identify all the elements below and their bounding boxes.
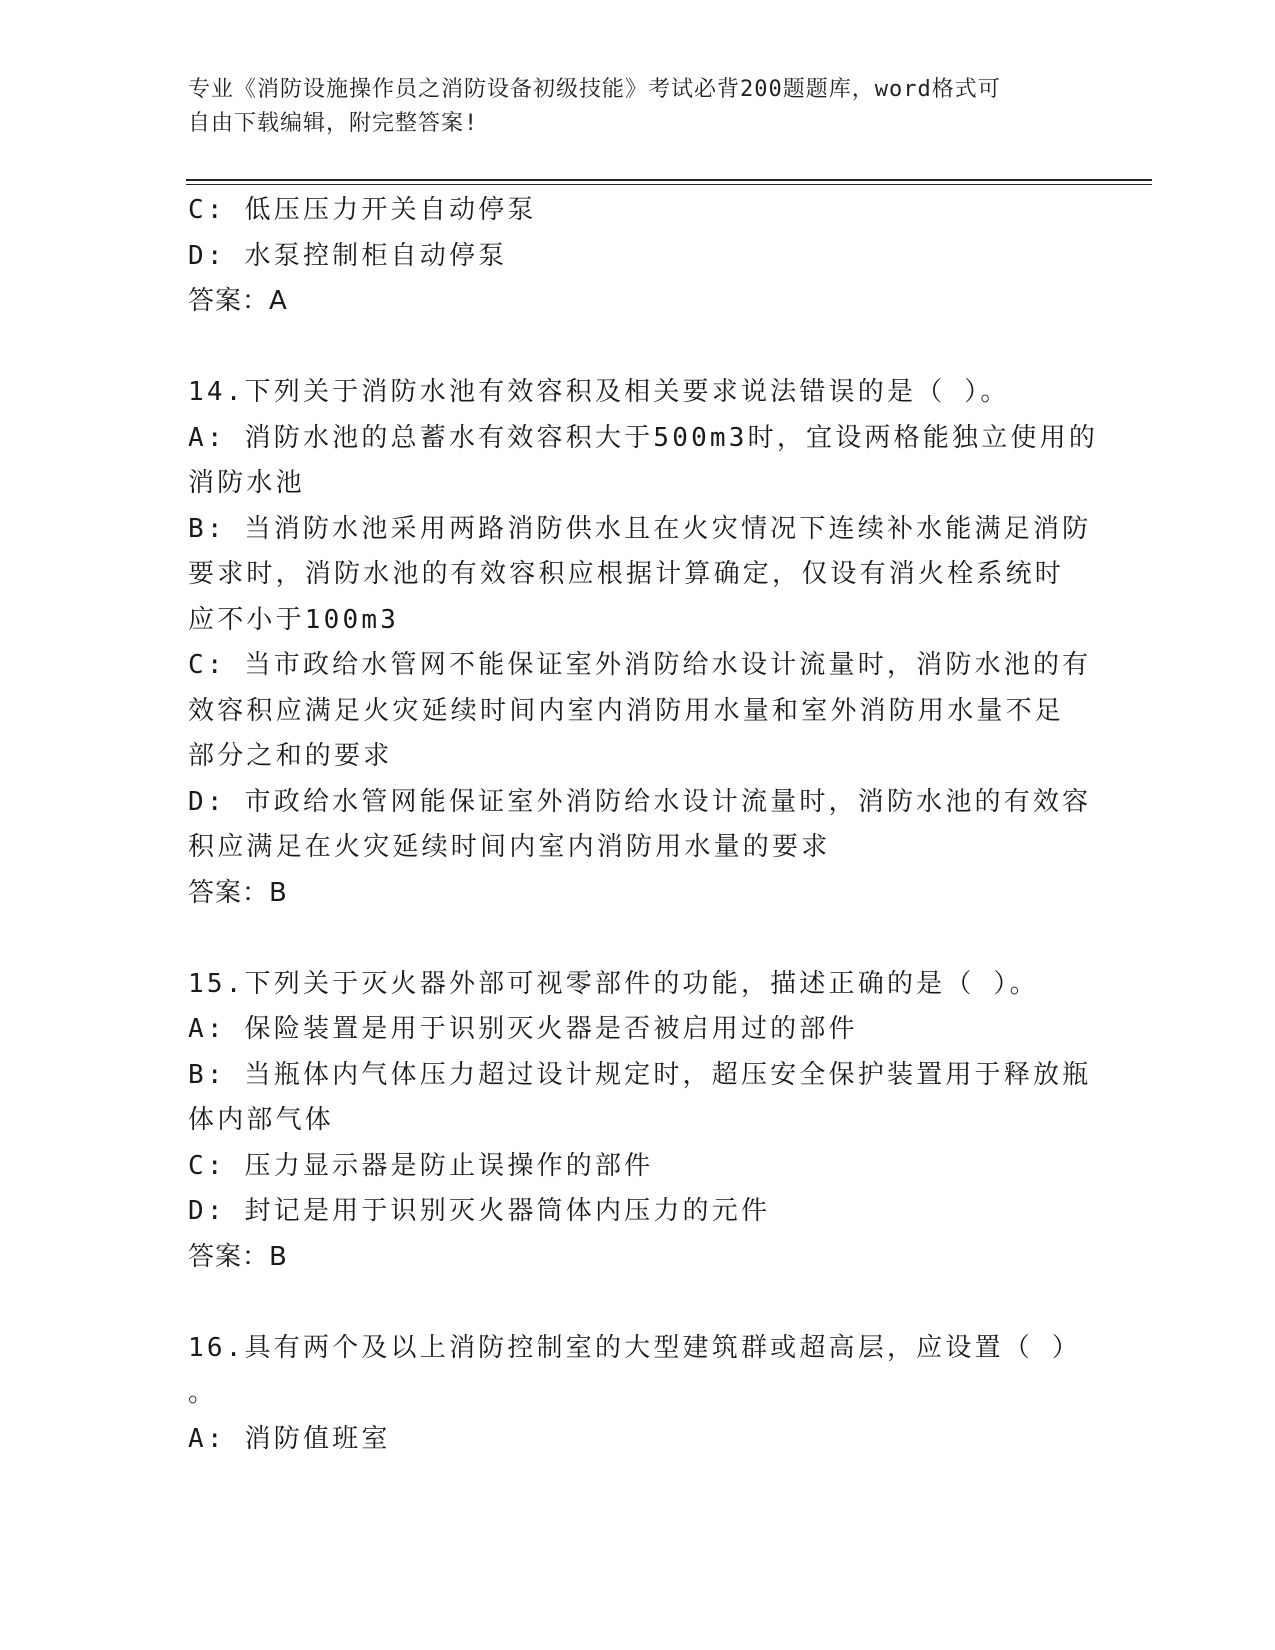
q14-option-a-line1: A: 消防水池的总蓄水有效容积大于500m3时，宜设两格能独立使用的	[188, 422, 1099, 453]
page-header	[188, 73, 1068, 141]
q16-stem-line1: 16.具有两个及以上消防控制室的大型建筑群或超高层，应设置（ ）	[188, 1332, 1082, 1363]
question-content	[188, 188, 1099, 1462]
spacer	[188, 1280, 1088, 1326]
q14-option-b-line2: 要求时，消防水池的有效容积应根据计算确定，仅设有消火栓系统时	[188, 559, 1065, 589]
header-divider-thin	[186, 184, 1152, 185]
q15-option-b-line1: B: 当瓶体内气体压力超过设计规定时，超压安全保护装置用于释放瓶	[188, 1059, 1092, 1090]
q14-stem: 14.下列关于消防水池有效容积及相关要求说法错误的是（ ）。	[188, 377, 1010, 407]
q14-option-b-line3: 应不小于100m3	[188, 604, 400, 635]
q14-option-d-line1: D: 市政给水管网能保证室外消防给水设计流量时，消防水池的有效容	[188, 786, 1092, 817]
header-line-2: 自由下载编辑，附完整答案!	[188, 111, 479, 136]
q13-option-d: D: 水泵控制柜自动停泵	[188, 240, 508, 271]
q14-option-a-line2: 消防水池	[188, 468, 305, 498]
q16-option-a: A: 消防值班室	[188, 1423, 391, 1454]
header-line-1: 专业《消防设施操作员之消防设备初级技能》考试必背200题题库，word格式可	[188, 77, 1001, 102]
q16-stem-line2: 。	[188, 1378, 218, 1408]
q14-option-c-line2: 效容积应满足火灾延续时间内室内消防用水量和室外消防用水量不足	[188, 695, 1065, 726]
q13-option-c: C: 低压压力开关自动停泵	[188, 195, 537, 225]
spacer	[188, 325, 1088, 371]
q15-option-d: D: 封记是用于识别灭火器筒体内压力的元件	[188, 1196, 771, 1226]
header-divider-thick	[186, 179, 1152, 181]
q14-option-c-line3: 部分之和的要求	[188, 741, 393, 771]
q15-option-b-line2: 体内部气体	[188, 1105, 335, 1135]
q14-answer: 答案：B	[188, 877, 288, 908]
q14-option-c-line1: C: 当市政给水管网不能保证室外消防给水设计流量时，消防水池的有	[188, 650, 1092, 680]
q15-option-c: C: 压力显示器是防止误操作的部件	[188, 1150, 654, 1181]
q14-option-d-line2: 积应满足在火灾延续时间内室内消防用水量的要求	[188, 832, 831, 862]
q14-option-b-line1: B: 当消防水池采用两路消防供水且在火灾情况下连续补水能满足消防	[188, 513, 1092, 544]
q15-stem: 15.下列关于灭火器外部可视零部件的功能，描述正确的是（ ）。	[188, 968, 1039, 999]
q15-option-a: A: 保险装置是用于识别灭火器是否被启用过的部件	[188, 1014, 858, 1044]
q15-answer: 答案：B	[188, 1241, 288, 1272]
q13-answer: 答案：A	[188, 286, 288, 316]
spacer	[188, 916, 1088, 962]
